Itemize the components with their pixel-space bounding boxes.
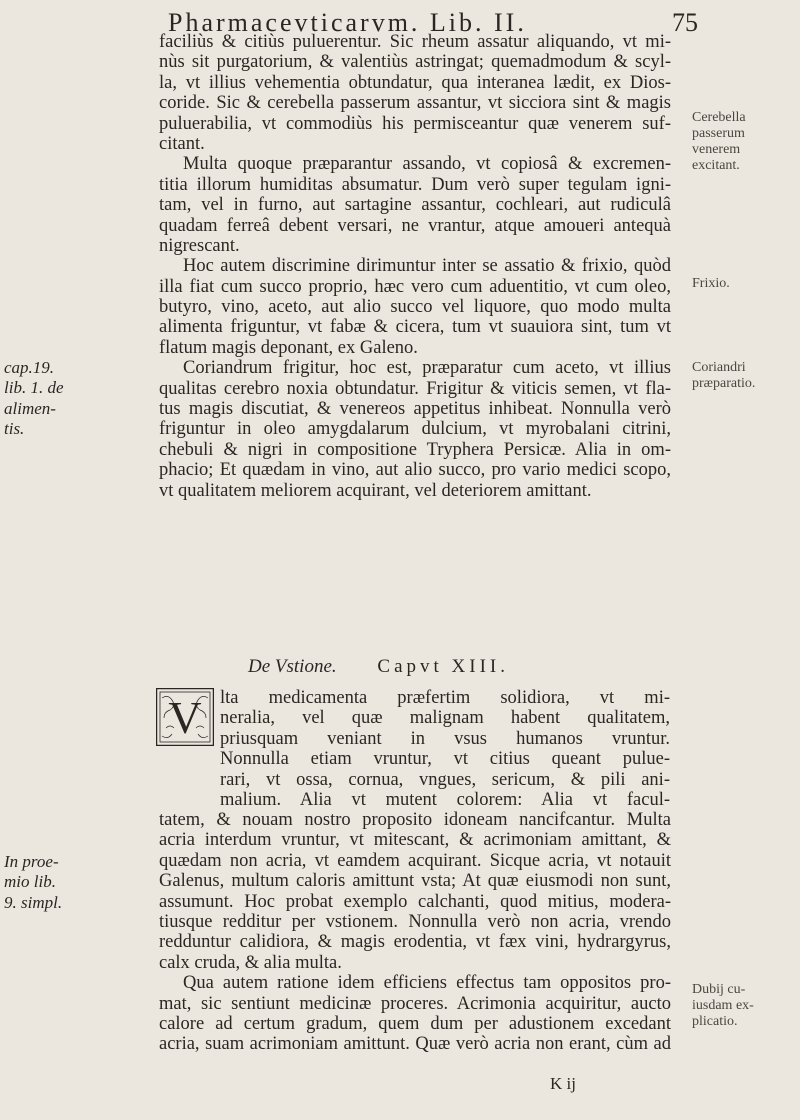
text-line: alimenta friguntur, vt fabæ & cicera, tum vt suauiora sint, tum vt [159,317,671,338]
text-line: tiusque redditur per vstionem. Nonnulla verò non acria, vrendo [159,911,671,932]
chapter-number: Capvt XIII. [377,656,509,677]
text-line: faciliùs & citiùs puluerentur. Sic rheum assatur aliquando, vt mi- [159,32,671,52]
text-line: puluerabilia, vt commodiùs his permisceantur quæ venerem suf- [159,113,671,134]
decorated-initial-icon [156,688,214,746]
text-line: calx cruda, & alia multa. [159,952,342,973]
initial-letter: V [168,692,202,743]
text-line: Coriandrum frigitur, hoc est, præparatur cum aceto, vt illius [183,358,671,379]
text-line: assumunt. Hoc probat exemplo calchanti, quod mitius, modera- [159,891,671,912]
text-line: Qua autem ratione idem efficiens effectus tam oppositos pro- [183,973,671,994]
text-line: Hoc autem discrimine dirimuntur inter se assatio & frixio, quòd [183,256,671,277]
text-line: chebuli & nigri in compositione Tryphera Persicæ. Alia in om- [159,439,671,460]
signature-mark: K ij [550,1074,576,1093]
running-title: Pharmacevticarvm. Lib. II. [168,8,527,37]
text-line: phacio; Et quædam in vino, aut alio succo, pro vario medici scopo, [159,460,671,481]
text-block-lower [159,810,671,1055]
text-line: rari, vt ossa, cornua, vngues, sericum, & pili ani- [220,769,670,790]
margin-note-left-proemio: In proe- mio lib. 9. simpl. [4,852,63,912]
text-line: titia illorum humiditas absumatur. Dum verò super tegulam igni- [159,174,671,195]
text-line: butyro, vino, aceto, aut alio succo vel liquore, quo modo multa [159,297,671,318]
text-line: tatem, & nouam nostro proposito idoneam nancifcantur. Multa [159,810,671,830]
chapter-subtitle: De Vstione. [248,656,337,677]
chapter-heading [248,656,668,680]
text-line: tus magis discutiat, & venereos appetitus inhibeat. Nonnulla verò [159,399,671,420]
text-line: Galenus, multum caloris amittunt vsta; At quæ eiusmodi non sunt, [159,871,671,892]
margin-note-right-cerebella: Cerebella passerum venerem excitant. [692,110,746,173]
text-line: quadam ferreâ debent versari, ne vrantur, atque amoueri antequà [159,215,671,236]
margin-note-right-dubij: Dubij cu- iusdam ex- plicatio. [692,982,754,1029]
text-block-initial [220,688,670,810]
text-line: vt qualitatem meliorem acquirant, vel deteriorem amittant. [159,480,592,501]
text-line: redduntur calidiora, & magis erodentia, vt fæx vini, hydrargyrus, [159,932,671,953]
margin-note-right-coriandri: Coriandri præparatio. [692,360,756,391]
text-line: illa fiat cum succo proprio, hæc vero cum aduentitio, vt cum oleo, [159,276,671,297]
text-line: lta medicamenta præfertim solidiora, vt mi- [220,688,670,708]
text-line: friguntur in oleo amygdalarum dulcium, vt myrobalani citrini, [159,419,671,440]
text-line: priusquam veniant in vsus humanos vruntur. [220,728,670,749]
margin-note-right-frixio: Frixio. [692,276,730,291]
margin-note-left-alimentis: cap.19. lib. 1. de alimen- tis. [4,358,64,439]
text-line: qualitas cerebro noxia obtundatur. Frigitur & viticis semen, vt fla- [159,378,671,399]
page-number: 75 [672,8,698,37]
text-line: la, vt illius vehementia obtundatur, qua interanea lædit, ex Dios- [159,72,671,93]
text-line: nùs sit purgatorium, & valentiùs astringat; quemadmodum & scyl- [159,52,671,73]
text-line: quædam non acria, vt eamdem acquirant. Sicque acria, vt notauit [159,850,671,871]
text-line: flatum magis deponant, ex Galeno. [159,337,418,358]
text-line: calore ad certum gradum, quem dum per adustionem excedant [159,1013,671,1034]
text-line: mat, sic sentiunt medicinæ proceres. Acrimonia acquiritur, aucto [159,993,671,1014]
text-line: coride. Sic & cerebella passerum assantur, vt sicciora sint & magis [159,93,671,114]
text-line: tam, vel in furno, aut sartagine assantur, cochleari, aut rudiculâ [159,195,671,216]
text-line: citant. [159,133,205,154]
text-line: acria, suam acrimoniam amittunt. Quæ verò acria non erant, cùm ad [159,1034,671,1055]
text-line: Nonnulla etiam vruntur, vt citius queant pulue- [220,749,670,770]
text-line: malium. Alia vt mutent colorem: Alia vt facul- [220,789,670,810]
text-line: Multa quoque præparantur assando, vt copiosâ & excremen- [183,154,671,175]
text-line: nigrescant. [159,235,240,256]
text-line: acria interdum vruntur, vt mitescant, & acrimoniam amittant, & [159,830,671,851]
text-block-upper [159,32,671,501]
text-line: neralia, vel quæ malignam habent qualitatem, [220,708,670,729]
